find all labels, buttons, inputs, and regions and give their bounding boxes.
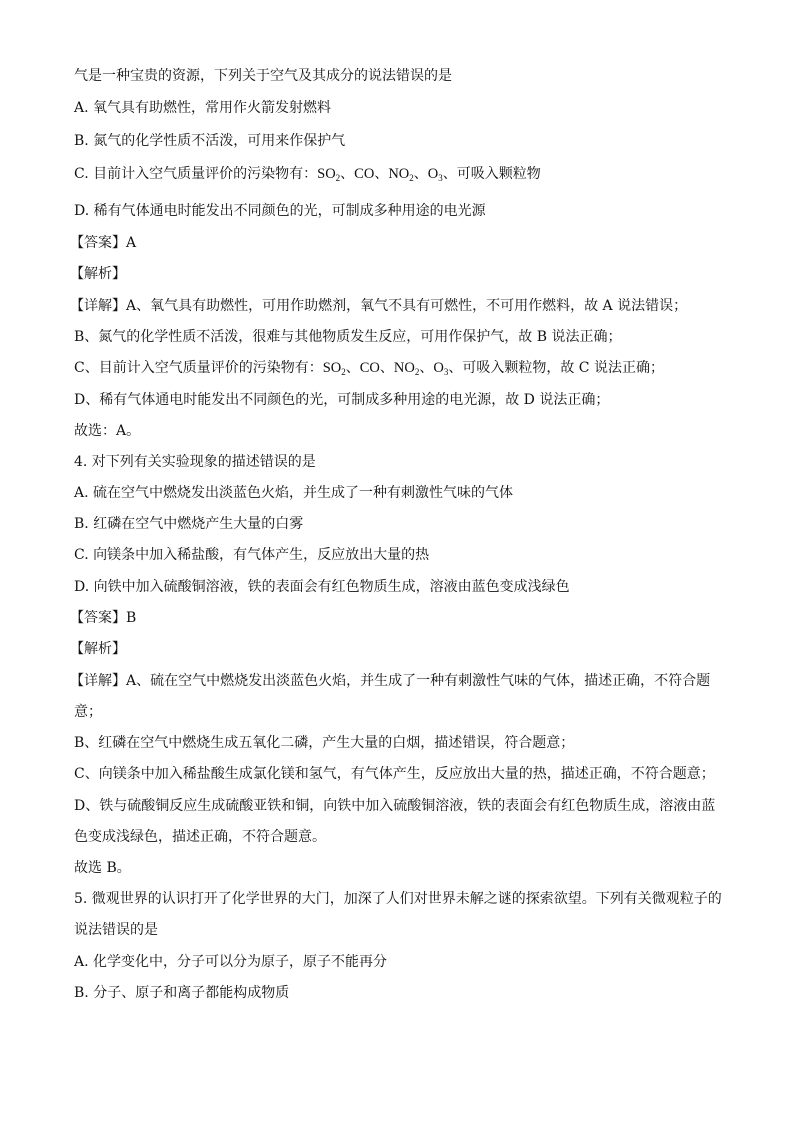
q4-detail-b: B、红磷在空气中燃烧生成五氧化二磷，产生大量的白烟，描述错误，符合题意； (74, 735, 575, 751)
q3-option-a: A. 氧气具有助燃性，常用作火箭发射燃料 (74, 100, 332, 116)
q3-analysis-heading: 【解析】 (70, 266, 126, 282)
q4-option-b: B. 红磷在空气中燃烧产生大量的白雾 (74, 516, 304, 532)
q5-stem: 5. 微观世界的认识打开了化学世界的大门，加深了人们对世界未解之谜的探索欲望。下列有关微观粒子的 (74, 891, 722, 907)
q4-option-d: D. 向铁中加入硫酸铜溶液，铁的表面会有红色物质生成，溶液由蓝色变成浅绿色 (74, 579, 570, 595)
formula-co: CO (354, 166, 375, 182)
q3-option-c-suffix: 、可吸入颗粒物 (442, 166, 541, 182)
formula-so2: $SO_2$ (322, 360, 346, 377)
q4-detail-d-cont: 色变成浅绿色，描述正确，不符合题意。 (74, 829, 326, 845)
formula-co: CO (359, 360, 380, 376)
q5-stem-cont: 说法错误的是 (74, 922, 158, 938)
q4-answer: 【答案】B (70, 610, 137, 626)
q3-conclusion: 故选：A。 (74, 423, 141, 439)
q3-answer: 【答案】A (70, 235, 137, 251)
formula-so2: $SO_2$ (317, 166, 341, 183)
formula-o3: $O_3$ (433, 360, 449, 377)
q5-option-a: A. 化学变化中，分子可以分为原子，原子不能再分 (74, 954, 388, 970)
q4-detail-d: D、铁与硫酸铜反应生成硫酸亚铁和铜，向铁中加入硫酸铜溶液，铁的表面会有红色物质生成，溶液由蓝 (74, 798, 716, 814)
q3-option-b: B. 氮气的化学性质不活泼，可用来作保护气 (74, 133, 346, 149)
q3-detail-b: B、氮气的化学性质不活泼，很难与其他物质发生反应，可用作保护气，故 B 说法正确； (74, 329, 622, 345)
q3-detail-a: 【详解】A、氧气具有助燃性，可用作助燃剂，氧气不具有可燃性，不可用作燃料，故 A 说法错误； (70, 298, 688, 314)
q3-stem: 气是一种宝贵的资源，下列关于空气及其成分的说法错误的是 (74, 68, 452, 84)
q3-option-c-prefix: C. 目前计入空气质量评价的污染物有： (74, 166, 318, 182)
q3-detail-c-suffix: 、可吸入颗粒物，故 C 说法正确； (448, 360, 664, 376)
q4-conclusion: 故选 B。 (74, 860, 131, 876)
q4-detail-a: 【详解】A、硫在空气中燃烧发出淡蓝色火焰，并生成了一种有刺激性气味的气体，描述正确，不符合题 (70, 673, 711, 689)
q4-detail-a-cont: 意； (74, 704, 102, 720)
q4-stem: 4. 对下列有关实验现象的描述错误的是 (74, 454, 316, 470)
q4-detail-c: C、向镁条中加入稀盐酸生成氯化镁和氢气，有气体产生，反应放出大量的热，描述正确，不符合题意； (74, 766, 715, 782)
q5-option-b: B. 分子、原子和离子都能构成物质 (74, 985, 290, 1001)
q3-option-c: C. 目前计入空气质量评价的污染物有：$SO_2$、CO、$NO_2$、$O_3$、可吸入颗粒物 (74, 166, 541, 183)
q3-detail-c: C、目前计入空气质量评价的污染物有：$SO_2$、CO、$NO_2$、$O_3$、可吸入颗粒物，故 C 说法正确； (74, 360, 664, 377)
q4-option-c: C. 向镁条中加入稀盐酸，有气体产生，反应放出大量的热 (74, 547, 430, 563)
q4-analysis-heading: 【解析】 (70, 641, 126, 657)
formula-no2: $NO_2$ (388, 166, 414, 183)
q3-option-d: D. 稀有气体通电时能发出不同颜色的光，可制成多种用途的电光源 (74, 203, 486, 219)
formula-no2: $NO_2$ (393, 360, 420, 377)
q4-option-a: A. 硫在空气中燃烧发出淡蓝色火焰，并生成了一种有刺激性气味的气体 (74, 485, 514, 501)
q3-detail-c-prefix: C、目前计入空气质量评价的污染物有： (74, 360, 323, 376)
q3-detail-d: D、稀有气体通电时能发出不同颜色的光，可制成多种用途的电光源，故 D 说法正确； (74, 392, 610, 408)
formula-o3: $O_3$ (427, 166, 443, 183)
